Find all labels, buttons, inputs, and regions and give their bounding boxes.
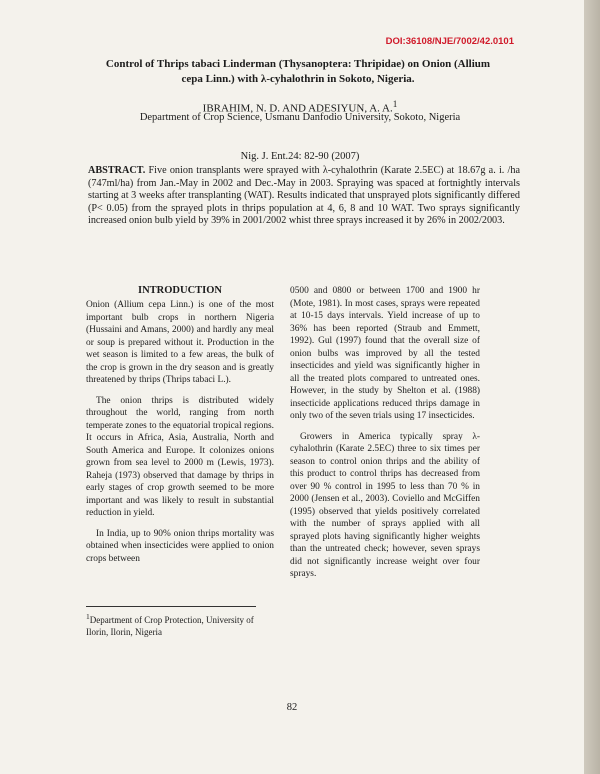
title-line-1: Control of Thrips tabaci Linderman (Thysanoptera: Thripidae) on Onion (Allium — [105, 58, 491, 70]
abstract-label: ABSTRACT. — [88, 165, 146, 176]
right-paragraph-1: 0500 and 0800 or between 1700 and 1900 hr (Mote, 1981). In most cases, sprays were repeated at 10-15 days intervals. Yield increase of up to 36% has been reported (Straub and Emmett, 1992). Gul (1997) found that the overall size of onion bulbs was improved by all the tested insecticides and yield was significantly higher in all the treated plots compared to untreated ones. However, in the study by Shelton et al. (1988) insecticide applications reduced thrips damage in only two of the seven trials using 17 insecticides. — [290, 286, 480, 421]
page-edge-shadow — [584, 0, 600, 774]
footnote-text: Department of Crop Protection, University of Ilorin, Ilorin, Nigeria — [86, 615, 254, 637]
intro-paragraph-1: Onion (Allium cepa Linn.) is one of the most important bulb crops in northern Nigeria (Hussaini and Amans, 2000) and hardly any meal or soup is prepared without it. Production in the wet season is limited to a few areas, the bulk of the crop is grown in the dry season and is greatly threatened by thrips (Thrips tabaci L.). — [86, 300, 274, 385]
author-superscript: 1 — [392, 99, 398, 109]
left-column — [86, 299, 274, 573]
footnote-divider — [86, 606, 256, 607]
title-line-2: cepa Linn.) with λ-cyhalothrin in Sokoto, Nigeria. — [181, 73, 415, 85]
abstract-text: Five onion transplants were sprayed with λ-cyhalothrin (Karate 2.5EC) at 18.67g a. i. /ha (747ml/ha) from Jan.-May in 2002 and Dec.-May in 2003. Spraying was spaced at fortnightly intervals starting at 3 weeks after transplanting (WAT). Results indicated that unsprayed plots significantly differed (P< 0.05) from the sprayed plots in thrips population at 4, 6, 8 and 10 WAT. Two sprays significantly increased onion bulb yield by 39% in 2001/2002 whist three sprays increased it by 26% in 2002/2003. — [88, 165, 520, 227]
intro-paragraph-3: In India, up to 90% onion thrips mortality was obtained when insecticides were applied to onion crops between — [86, 528, 274, 564]
page-number: 82 — [286, 702, 298, 713]
doi-label: DOI:36108/NJE/7002/42.0101 — [385, 36, 514, 47]
abstract — [88, 165, 520, 228]
author-names: IBRAHIM, N. D. AND ADESIYUN, A. A. — [202, 102, 393, 115]
footnote-marker: 1 — [86, 612, 90, 621]
journal-citation: Nig. J. Ent.24: 82-90 (2007) — [240, 151, 360, 162]
right-paragraph-2: Growers in America typically spray λ-cyhalothrin (Karate 2.5EC) three to six times per season to control onion thrips and the ability of this product to control thrips has decreased from over 90 % control in 1995 to less than 70 % in 2000 (Jensen et al., 2003). Coviello and McGiffen (1995) observed that yields positively correlated with the number of sprays applied with all sprayed plots having significantly higher weights than the untreated check; however, seven sprays did not significantly increase weight over four sprays. — [290, 431, 480, 579]
intro-heading: INTRODUCTION — [137, 285, 222, 296]
paper-title — [78, 57, 518, 87]
footnote — [86, 611, 276, 638]
intro-paragraph-2: The onion thrips is distributed widely throughout the world, ranging from north temperate zones to the equatorial tropical regions. It occurs in Africa, Asia, Australia, North and South America and Europe. It colonizes onions grown from sea level to 2000 m (Lewis, 1973). Raheja (1973) observed that damage by thrips in early stages of crop growth seemed to be more important and was likely to result in substantial reduction in yield. — [86, 395, 274, 518]
right-column — [290, 285, 480, 589]
affiliation: Department of Crop Science, Usmanu Danfodio University, Sokoto, Nigeria — [139, 112, 461, 123]
